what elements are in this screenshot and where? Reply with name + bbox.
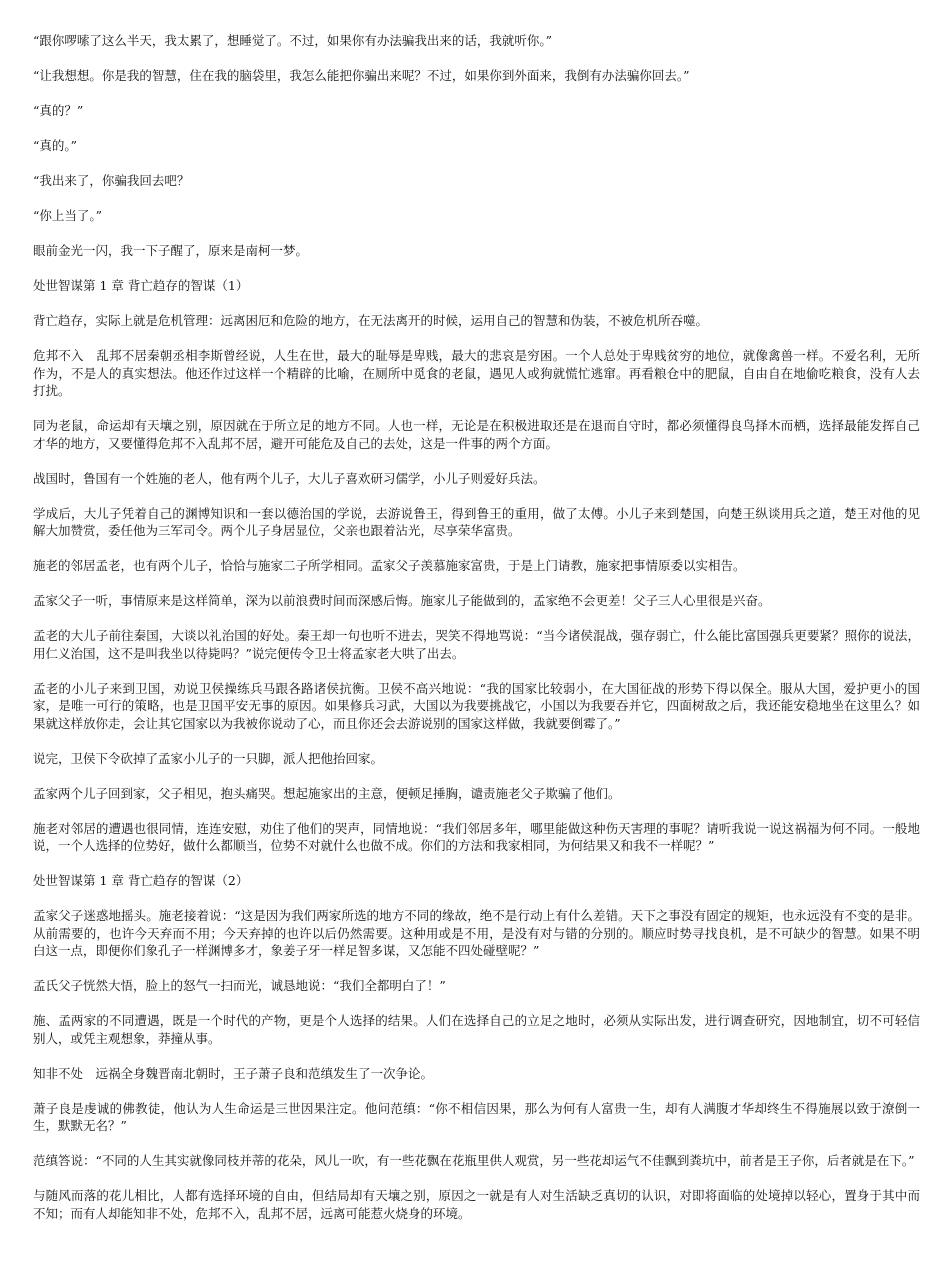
paragraph: 孟家父子迷惑地摇头。施老接着说：“这是因为我们两家所选的地方不同的缘故，绝不是行动上有什么差错。天下之事没有固定的规矩，也永远没有不变的是非。从前需要的，也许今天弃而不用；今天弃掉的也许以后仍然需要。这种用或是不用，是没有对与错的分别的。顺应时势寻找良机，是不可缺少的智慧。如果不明白这一点，即便你们象孔子一样渊博多才，象姜子牙一样足智多谋，又怎能不四处碰壁呢？” [33, 908, 920, 958]
paragraph: “让我想想。你是我的智慧，住在我的脑袋里，我怎么能把你骗出来呢？不过，如果你到外面来，我倒有办法骗你回去。” [33, 68, 690, 83]
paragraph: 孟家父子一听，事情原来是这样简单，深为以前浪费时间而深感后悔。施家儿子能做到的，孟家绝不会更差！父子三人心里很是兴奋。 [33, 593, 771, 608]
paragraph: 施老的邻居孟老，也有两个儿子，恰恰与施家二子所学相同。孟家父子羡慕施家富贵，于是上门请教，施家把事情原委以实相告。 [33, 558, 746, 573]
paragraph: “真的。” [33, 138, 78, 153]
paragraph: 施、孟两家的不同遭遇，既是一个时代的产物，更是个人选择的结果。人们在选择自己的立足之地时，必须从实际出发，进行调查研究，因地制宜，切不可轻信别人，或凭主观想象，莽撞从事。 [33, 1013, 920, 1046]
paragraph: 眼前金光一闪，我一下子醒了，原来是南柯一梦。 [33, 243, 309, 258]
paragraph: 危邦不入 乱邦不居秦朝丞相李斯曾经说，人生在世，最大的耻辱是卑贱，最大的悲哀是穷困。一个人总处于卑贱贫穷的地位，就像禽兽一样。不爱名利，无所作为，不是人的真实想法。他还作过这样一个精辟的比喻，在厕所中觅食的老鼠，遇见人或狗就慌忙逃窜。再看粮仓中的肥鼠，自由自在地偷吃粮食，没有人去打扰。 [33, 348, 920, 398]
paragraph: 孟氏父子恍然大悟，脸上的怒气一扫而光，诚恳地说：“我们全都明白了！” [33, 978, 446, 993]
paragraph: 孟家两个儿子回到家，父子相见，抱头痛哭。想起施家出的主意，便顿足捶胸，谴责施老父子欺骗了他们。 [33, 785, 621, 801]
paragraph: 孟老的小儿子来到卫国，劝说卫侯操练兵马跟各路诸侯抗衡。卫侯不高兴地说：“我的国家比较弱小，在大国征战的形势下得以保全。服从大国，爱护更小的国家，是唯一可行的策略，也是卫国平安无事的原因。如果修兵习武，大国以为我要挑战它，小国以为我要吞并它，四面树敌之后，我还能安稳地坐在这里么？如果就这样放你走，会让其它国家以为我被你说动了心，而且你还会去游说别的国家这样做，我就要倒霉了。” [33, 680, 920, 731]
paragraph: 背亡趋存，实际上就是危机管理：远离困厄和危险的地方，在无法离开的时候，运用自己的智慧和伪装，不被危机所吞噬。 [33, 313, 709, 328]
paragraph: 与随风而落的花儿相比，人都有选择环境的自由，但结局却有天壤之别，原因之一就是有人对生活缺乏真切的认识，对即将面临的处境掉以轻心，置身于其中而不知；而有人却能知非不处，危邦不入，乱邦不居，远离可能惹火烧身的环境。 [33, 1188, 920, 1221]
paragraph: 施老对邻居的遭遇也很同情，连连安慰，劝住了他们的哭声，同情地说：“我们邻居多年，哪里能做这种伤天害理的事呢？请听我说一说这祸福为何不同。一般地说，一个人选择的位势好，做什么都顺当，位势不对就什么也做不成。你们的方法和我家相同，为何结果又和我不一样呢？” [33, 820, 920, 853]
paragraph: 同为老鼠，命运却有天壤之别，原因就在于所立足的地方不同。人也一样，无论是在积极进取还是在退而自守时，都必须懂得良鸟择木而栖，选择最能发挥自己才华的地方，又要懂得危邦不入乱邦不居，避开可能危及自己的去处，这是一件事的两个方面。 [33, 418, 920, 451]
paragraph: “跟你啰嗦了这么半天，我太累了，想睡觉了。不过，如果你有办法骗我出来的话，我就听你。” [33, 33, 553, 48]
paragraph: “真的？” [33, 103, 84, 118]
section-heading: 处世智谋第 1 章 背亡趋存的智谋（2） [33, 873, 249, 888]
paragraph: 知非不处 远祸全身魏晋南北朝时，王子萧子良和范缜发生了一次争论。 [33, 1065, 434, 1081]
paragraph: “你上当了。” [33, 208, 103, 223]
paragraph: 学成后，大儿子凭着自己的渊博知识和一套以德治国的学说，去游说鲁王，得到鲁王的重用，做了太傅。小儿子来到楚国，向楚王纵谈用兵之道，楚王对他的见解大加赞赏，委任他为三军司令。两个儿子身居显位，父亲也跟着沾光，尽享荣华富贵。 [33, 505, 920, 538]
paragraph: 战国时，鲁国有一个姓施的老人，他有两个儿子，大儿子喜欢研习儒学，小儿子则爱好兵法。 [33, 470, 546, 486]
paragraph: “我出来了，你骗我回去吧？ [33, 173, 190, 188]
section-heading: 处世智谋第 1 章 背亡趋存的智谋（1） [33, 278, 249, 293]
paragraph: 范缜答说：“不同的人生其实就像同枝并蒂的花朵，风儿一吹，有一些花飘在花瓶里供人观赏，另一些花却运气不佳飘到粪坑中，前者是王子你，后者就是在下。” [33, 1153, 915, 1168]
paragraph: 说完，卫侯下令砍掉了孟家小儿子的一只脚，派人把他抬回家。 [33, 750, 384, 766]
paragraph: 孟老的大儿子前往秦国，大谈以礼治国的好处。秦王却一句也听不进去，哭笑不得地骂说：“当今诸侯混战，强存弱亡，什么能比富国强兵更要紧？照你的说法，用仁义治国，这不是叫我坐以待毙吗？”说完便传令卫士将孟家老大哄了出去。 [33, 628, 920, 661]
paragraph: 萧子良是虔诚的佛教徒，他认为人生命运是三世因果注定。他问范缜：“你不相信因果，那么为何有人富贵一生，却有人满腹才华却终生不得施展以致于潦倒一生，默默无名？” [33, 1100, 920, 1133]
